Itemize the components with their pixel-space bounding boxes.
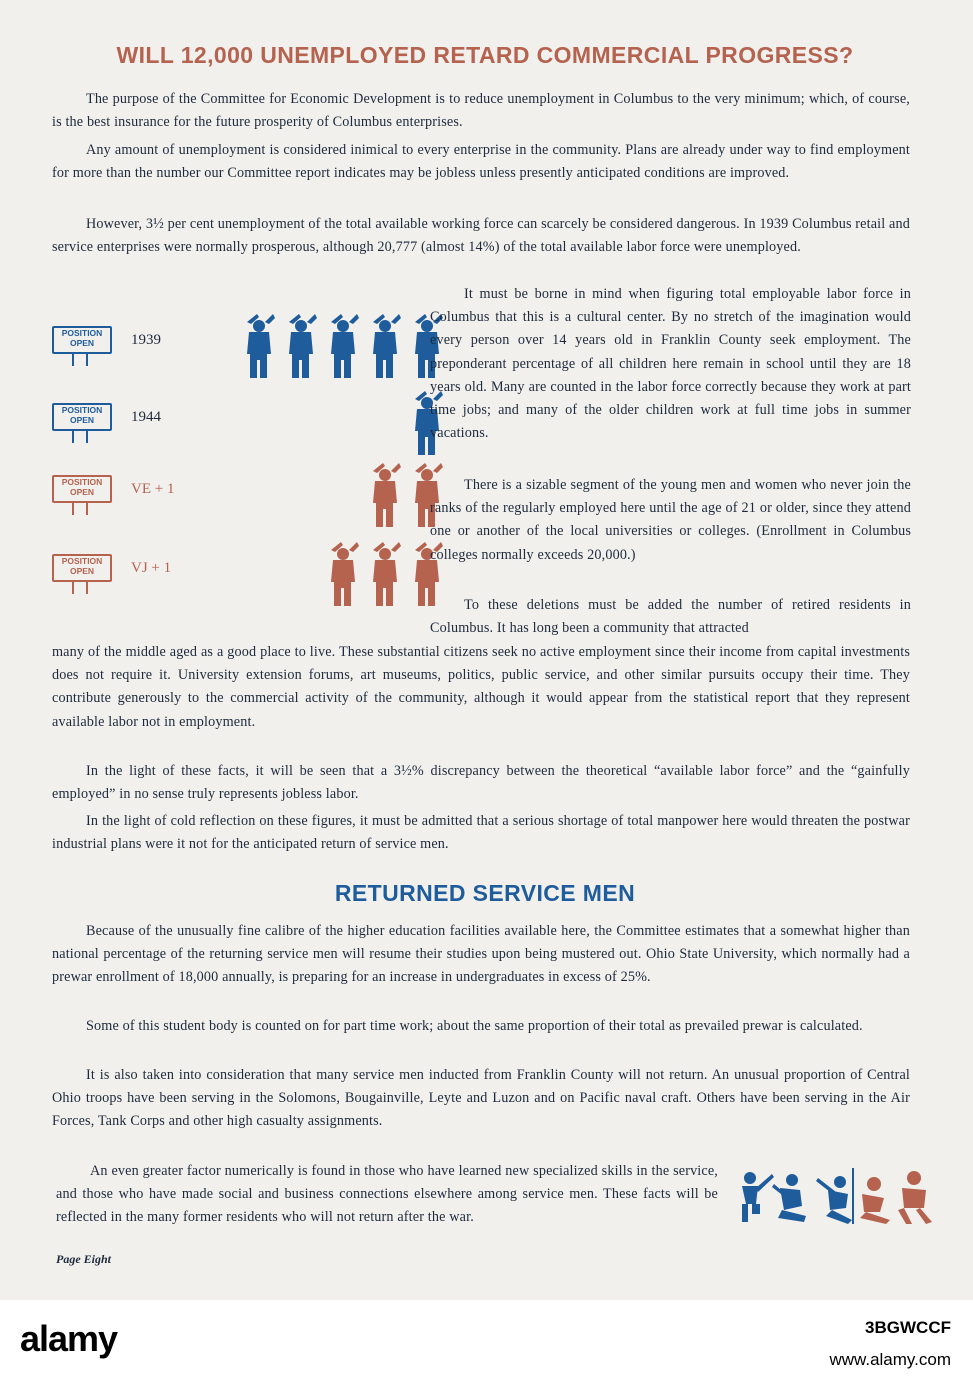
- worker-figure-icon: [373, 314, 401, 378]
- worker-figure-icon: [331, 542, 359, 606]
- position-open-sign-icon: [52, 326, 112, 366]
- soldier-figure-3: [816, 1176, 852, 1224]
- worker-figure-icon: [331, 314, 359, 378]
- full-paragraph-2: In the light of these facts, it will be seen that a 3½% discrepancy between the theoretical “available labor force” and the “gainfully employed” in no sense truly represents jobless labor.: [52, 763, 910, 803]
- full-paragraph-1: many of the middle aged as a good place to live. These substantial citizens seek no active employment since their income from capital investments does not require it. University extension forums, art museums, politics, public service, and other similar pursuits occupy their time. They contribute generously to the commercial activity of the community, although it would appear from the statistical report that they represent available labor not in employment.: [52, 644, 910, 730]
- sign-text-line: POSITION: [61, 477, 103, 487]
- watermark-strip: [0, 1300, 973, 1390]
- full-paragraph-3: In the light of cold reflection on these figures, it must be admitted that a serious shortage of total manpower here would threaten the postwar industrial plans were it not for the anticipated return of service men.: [52, 813, 910, 853]
- chart-category-label: 1944: [131, 409, 161, 425]
- sign-text-line: POSITION: [61, 405, 103, 415]
- intro-paragraph-3: However, 3½ per cent unemployment of the total available working force can scarcely be considered dangerous. In 1939 Columbus retail and service enterprises were normally prosperous, although 20,777 (almost 14%) of the total available labor force were unemployed.: [52, 216, 910, 256]
- sign-text-line: OPEN: [69, 415, 95, 425]
- stock-photo-url: www.alamy.com: [829, 1350, 951, 1369]
- position-open-sign-icon: [52, 403, 112, 443]
- position-open-sign-icon: [52, 554, 112, 594]
- soldier-figure-1: [742, 1172, 774, 1222]
- divider-line: [852, 1168, 854, 1224]
- civilian-figure-2: [898, 1171, 932, 1224]
- worker-figure-icon: [247, 314, 275, 378]
- page-number: Page Eight: [56, 1252, 112, 1266]
- sign-text-line: POSITION: [61, 556, 103, 566]
- chart-row: [52, 403, 412, 473]
- section2-paragraph-3: It is also taken into consideration that many service men inducted from Franklin County will not return. An unusual proportion of Central Ohio troops have been serving in the Solomons, Bougainville, Leyte and Luzon and on Pacific naval craft. Others have been serving in the Air Forces, Tank Corps and other high casualty assignments.: [52, 1067, 910, 1130]
- worker-figure-icon: [373, 542, 401, 606]
- chart-category-label: 1939: [131, 332, 161, 348]
- chart-category-label: VJ + 1: [131, 560, 172, 576]
- section2-paragraph-2: Some of this student body is counted on for part time work; about the same proportion of their total as prevailed prewar is calculated.: [86, 1018, 863, 1034]
- chart-category-label: VE + 1: [131, 481, 175, 497]
- chart-row: [52, 326, 412, 396]
- intro-paragraph-1: The purpose of the Committee for Economic Development is to reduce unemployment in Columbus to the very minimum; which, of course, is the best insurance for the future prosperity of Columbus enterprises.: [52, 91, 910, 131]
- intro-paragraph-2: Any amount of unemployment is considered inimical to every enterprise in the community. Plans are already under way to find employment for more than the number our Committee report indicates may be jobless unless presently anticipated conditions are improved.: [52, 142, 910, 182]
- right-column-paragraph-1: It must be borne in mind when figuring total employable labor force in Columbus that this is a cultural center. By no stretch of the imagination would every person over 14 years old in Franklin County seek employment. The preponderant percentage of all children here remain in school until they are 18 years old. Many are counted in the labor force correctly because they work at part time jobs; and many of the older children work at full time jobs in summer vacations.: [430, 286, 911, 442]
- stock-photo-logo: alamy: [20, 1318, 118, 1359]
- position-open-sign-icon: [52, 475, 112, 515]
- soldier-figure-2: [772, 1174, 806, 1222]
- chart-figure-group: [237, 314, 447, 380]
- chart-row: [52, 554, 412, 624]
- civilian-figure-1: [860, 1177, 890, 1224]
- section2-paragraph-1: Because of the unusually fine calibre of the higher education facilities available here, the Committee estimates that a somewhat higher than national percentage of the returning service men will resume their studies upon being mustered out. Ohio State University, which normally had a prewar enrollment of 18,000 annually, is preparing for an increase in undergraduates in excess of 25%.: [52, 923, 910, 986]
- worker-figure-icon: [373, 463, 401, 527]
- sign-text-line: POSITION: [61, 328, 103, 338]
- right-column-paragraph-3: To these deletions must be added the number of retired residents in Columbus. It has long been a community that attracted: [430, 597, 911, 637]
- returning-service-men-illustration: [736, 1166, 936, 1226]
- section-heading: RETURNED SERVICE MEN: [334, 880, 636, 906]
- sign-text-line: OPEN: [69, 338, 95, 348]
- image-id: 3BGWCCF: [865, 1318, 951, 1337]
- section2-paragraph-4: An even greater factor numerically is found in those who have learned new specialized skills in the service, and those who have made social and business connections elsewhere among service men. These facts will be reflected in the many former residents who will not return after the war.: [56, 1163, 718, 1226]
- right-column-paragraph-2: There is a sizable segment of the young men and women who never join the ranks of the regularly employed here until the age of 21 or older, since they attend one or another of the local universities or colleges. (Enrollment in Columbus colleges normally exceeds 20,000.): [430, 477, 911, 563]
- sign-text-line: OPEN: [69, 566, 95, 576]
- chart-figure-group: [321, 542, 447, 608]
- sign-text-line: OPEN: [69, 487, 95, 497]
- chart-row: [52, 475, 412, 545]
- worker-figure-icon: [289, 314, 317, 378]
- page-heading: WILL 12,000 UNEMPLOYED RETARD COMMERCIAL PROGRESS?: [116, 42, 854, 68]
